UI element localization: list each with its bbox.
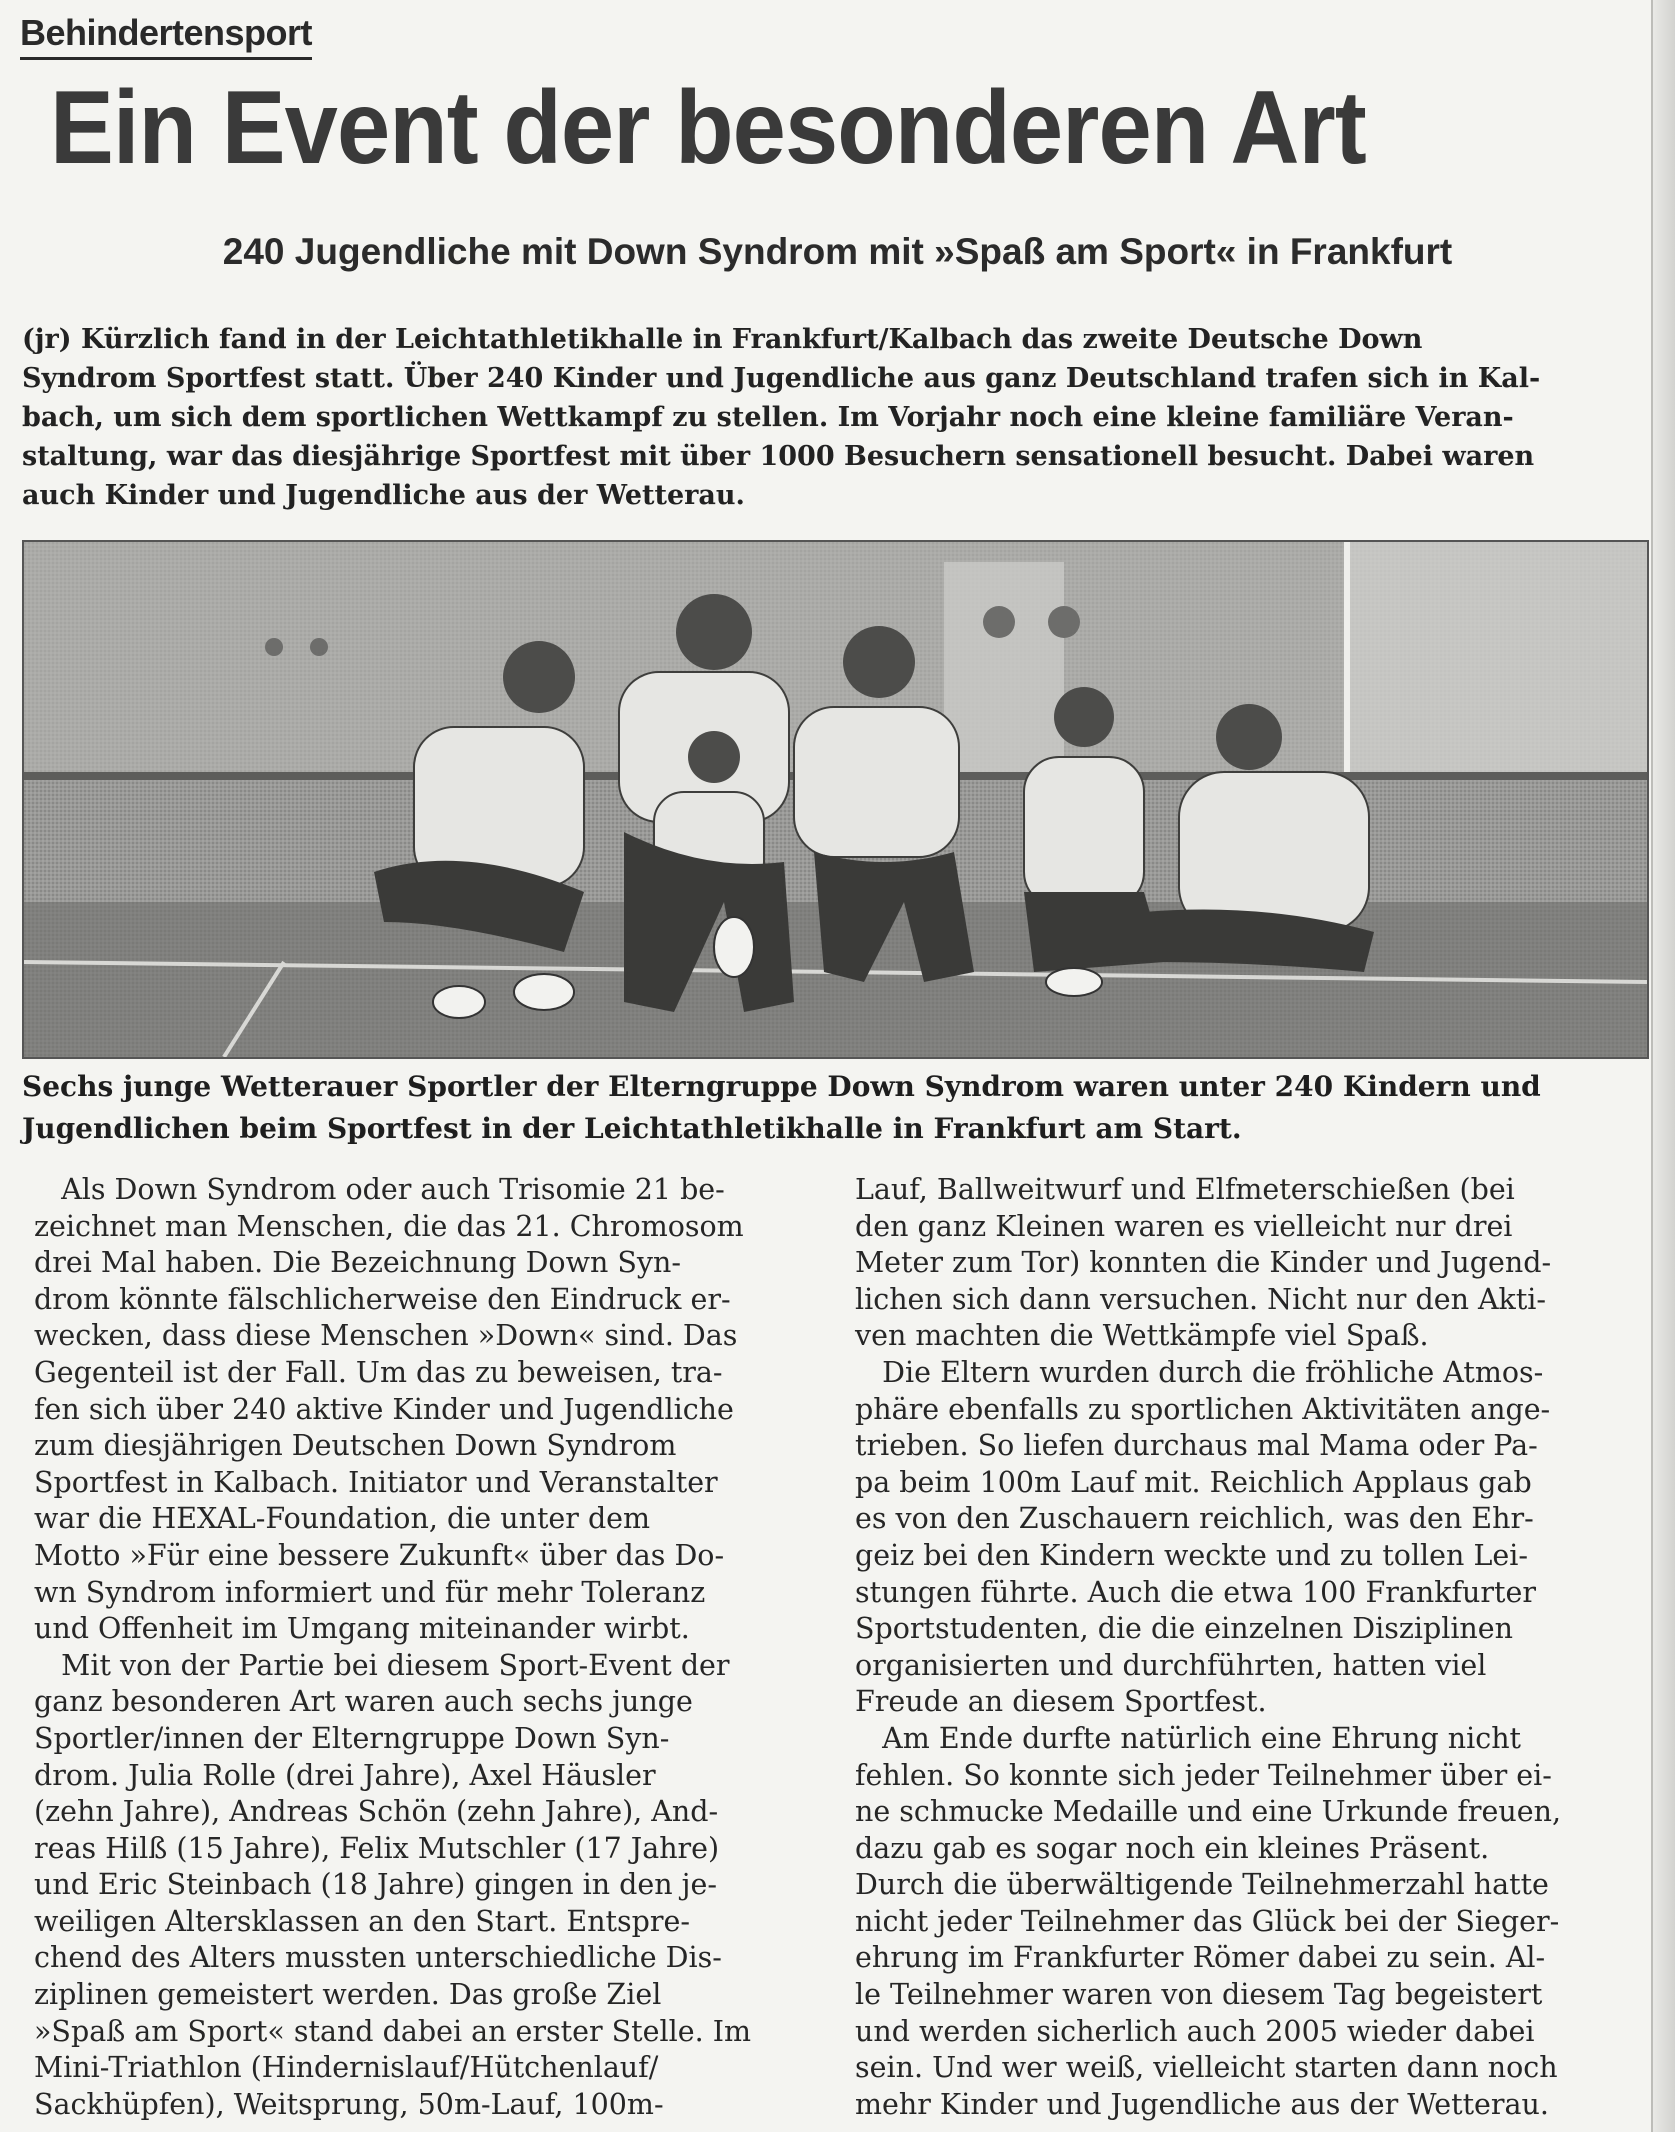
body-line: drei Mal haben. Die Bezeichnung Down Syn- [34,1246,681,1280]
body-line: mehr Kinder und Jugendliche aus der Wetterau. [855,2087,1549,2121]
lead-line: auch Kinder und Jugendliche aus der Wetterau. [22,480,745,511]
section-rubric: Behindertensport [20,10,312,60]
body-line: (zehn Jahre), Andreas Schön (zehn Jahre), And- [34,1795,719,1829]
team-photo-graphic [24,542,1647,1057]
body-line: drom. Julia Rolle (drei Jahre), Axel Häusler [34,1758,656,1792]
body-line: Lauf, Ballweitwurf und Elfmeterschießen (bei [855,1173,1515,1206]
body-line: reas Hilß (15 Jahre), Felix Mutschler (17 Jahre) [34,1831,720,1865]
body-line: dazu gab es sogar noch ein kleines Präsent. [855,1831,1490,1865]
body-line: war die HEXAL-Foundation, die unter dem [34,1502,651,1536]
body-line: Mini-Triathlon (Hindernislauf/Hütchenlauf/ [34,2051,659,2085]
body-line: es von den Zuschauern reichlich, was den Ehr- [855,1502,1534,1536]
body-line: nicht jeder Teilnehmer das Glück bei der Sieger- [855,1904,1560,1938]
body-line: Sportstudenten, die die einzelnen Disziplinen [855,1612,1514,1646]
body-line: ne schmucke Medaille und eine Urkunde freuen, [855,1795,1562,1829]
lead-line: Syndrom Sportfest statt. Über 240 Kinder und Jugendliche aus ganz Deutschland trafen sich in Kal- [22,363,1541,394]
lead-line: bach, um sich dem sportlichen Wettkampf zu stellen. Im Vorjahr noch eine kleine familiäre Veran- [22,402,1514,433]
headline: Ein Event der besonderen Art [50,70,1366,186]
body-line: Sackhüpfen), Weitsprung, 50m-Lauf, 100m- [34,2087,664,2121]
body-line: und Offenheit im Umgang miteinander wirbt. [34,1612,690,1646]
lead-paragraph [22,320,1647,515]
body-line: organisierten und durchführten, hatten viel [855,1648,1487,1682]
body-line: zum diesjährigen Deutschen Down Syndrom [34,1429,677,1463]
body-line: Gegenteil ist der Fall. Um das zu beweisen, tra- [34,1355,723,1389]
lead-line: staltung, war das diesjährige Sportfest mit über 1000 Besuchern sensationell besucht. Dabei waren [22,441,1535,472]
team-photo [22,540,1649,1059]
body-line: Motto »Für eine bessere Zukunft« über das Do- [34,1538,725,1572]
body-line: Die Eltern wurden durch die fröhliche Atmos- [855,1355,1544,1389]
body-line: sein. Und wer weiß, vielleicht starten dann noch [855,2051,1558,2085]
body-line: ven machten die Wettkämpfe viel Spaß. [855,1319,1429,1353]
body-line: Freude an diesem Sportfest. [855,1685,1267,1719]
body-line: le Teilnehmer waren von diesem Tag begeistert [855,1978,1543,2012]
body-line: fen sich über 240 aktive Kinder und Jugendliche [34,1392,734,1426]
body-line: wn Syndrom informiert und für mehr Toleranz [34,1575,706,1609]
body-column-left [34,1172,834,2123]
body-line: Sportfest in Kalbach. Initiator und Veranstalter [34,1465,718,1499]
photo-caption [22,1066,1647,1150]
body-line: Mit von der Partie bei diesem Sport-Event der [34,1648,730,1682]
body-line: lichen sich dann versuchen. Nicht nur den Akti- [855,1282,1547,1316]
lead-line: (jr) Kürzlich fand in der Leichtathletikhalle in Frankfurt/Kalbach das zweite Deutsche Down [22,324,1423,355]
subheadline: 240 Jugendliche mit Down Syndrom mit »Spaß am Sport« in Frankfurt [222,231,1453,272]
body-line: fehlen. So konnte sich jeder Teilnehmer über ei- [855,1758,1552,1792]
body-line: »Spaß am Sport« stand dabei an erster Stelle. Im [34,2014,751,2048]
body-line: pa beim 100m Lauf mit. Reichlich Applaus gab [855,1465,1532,1499]
body-line: Durch die überwältigende Teilnehmerzahl hatte [855,1868,1549,1902]
body-line: und werden sicherlich auch 2005 wieder dabei [855,2014,1535,2048]
body-line: weiligen Altersklassen an den Start. Entspre- [34,1904,691,1938]
body-line: Meter zum Tor) konnten die Kinder und Jugend- [855,1246,1552,1280]
body-line: stungen führte. Auch die etwa 100 Frankfurter [855,1575,1536,1609]
body-line: zeichnet man Menschen, die das 21. Chromosom [34,1209,744,1243]
body-line: Sportler/innen der Elterngruppe Down Syn- [34,1721,670,1755]
body-line: phäre ebenfalls zu sportlichen Aktivitäten ange- [855,1392,1551,1426]
body-line: Als Down Syndrom oder auch Trisomie 21 be- [34,1173,725,1206]
body-line: ziplinen gemeistert werden. Das große Ziel [34,1978,662,2012]
caption-line: Jugendlichen beim Sportfest in der Leichtathletikhalle in Frankfurt am Start. [22,1112,1242,1145]
body-line: wecken, dass diese Menschen »Down« sind. Das [34,1319,738,1353]
body-line: Am Ende durfte natürlich eine Ehrung nicht [855,1721,1522,1755]
body-line: chend des Alters mussten unterschiedliche Dis- [34,1941,722,1975]
body-line: geiz bei den Kindern weckte und zu tollen Lei- [855,1538,1528,1572]
caption-line: Sechs junge Wetterauer Sportler der Elterngruppe Down Syndrom waren unter 240 Kindern und [22,1070,1541,1103]
body-line: und Eric Steinbach (18 Jahre) gingen in den je- [34,1868,718,1902]
body-line: ehrung im Frankfurter Römer dabei zu sein. Al- [855,1941,1546,1975]
body-column-right [855,1172,1655,2123]
body-line: ganz besonderen Art waren auch sechs junge [34,1685,693,1719]
body-line: drom könnte fälschlicherweise den Eindruck er- [34,1282,731,1316]
body-line: trieben. So liefen durchaus mal Mama oder Pa- [855,1429,1538,1463]
body-line: den ganz Kleinen waren es vielleicht nur drei [855,1209,1513,1243]
